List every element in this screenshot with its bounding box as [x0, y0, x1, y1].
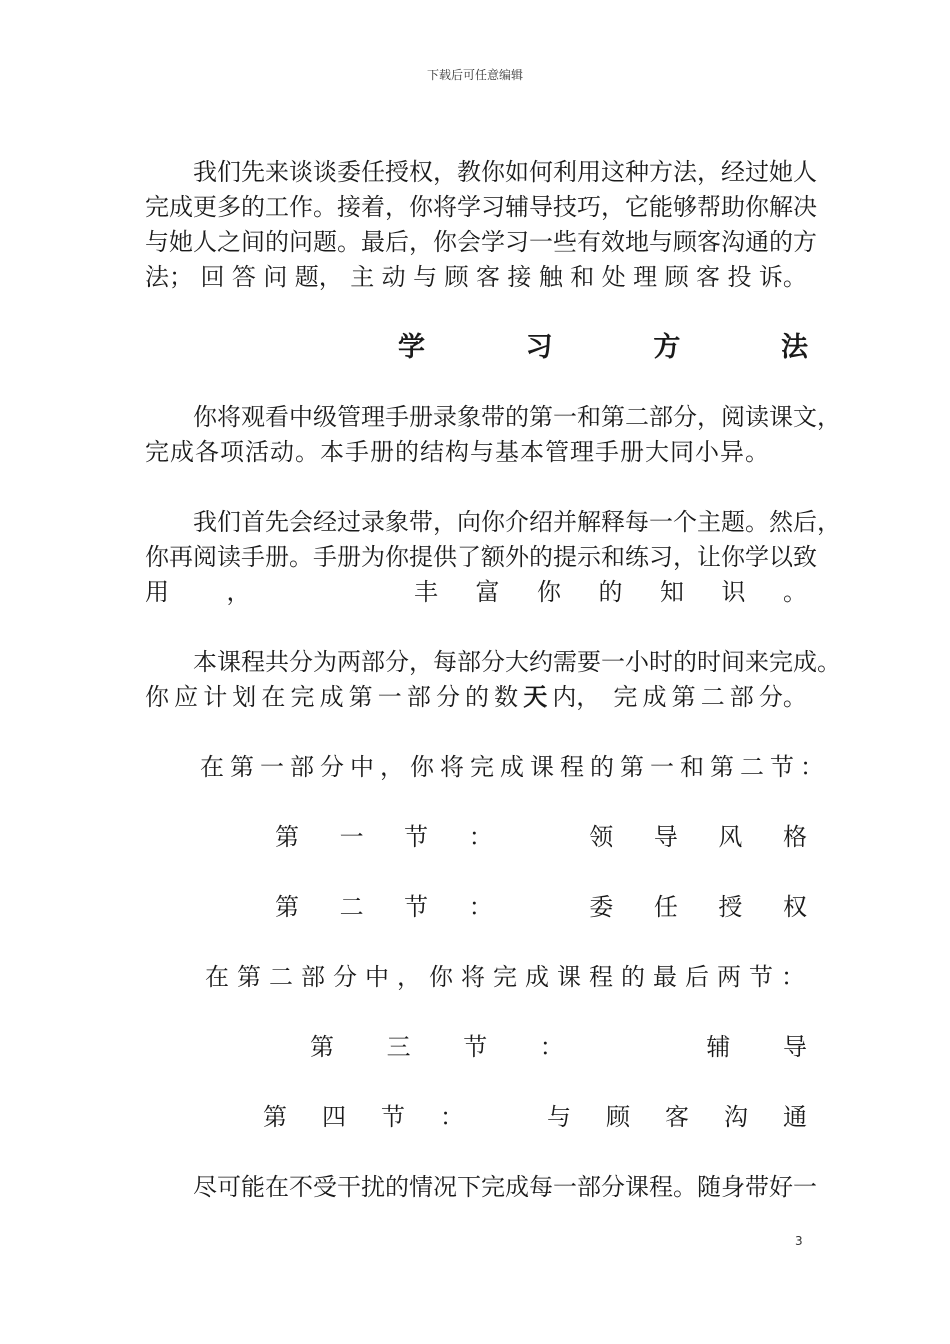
part1-section-1: 第 一 节 ： 领 导 风 格 [275, 823, 807, 851]
para2-line-2: 你再阅读手册。手册为你提供了额外的提示和练习，让你学以致 [145, 543, 817, 571]
para2-line-1: 我们首先会经过录象带，向你介绍并解释每一个主题。然后， [193, 508, 841, 536]
page-number: 3 [795, 1234, 803, 1248]
page-header: 下载后可任意编辑 [426, 68, 523, 82]
intro-line-3: 与她人之间的问题。最后，你会学习一些有效地与顾客沟通的方 [145, 228, 817, 256]
closing-line-1: 尽可能在不受干扰的情况下完成每一部分课程。随身带好一 [193, 1173, 817, 1201]
part2-section-3: 第 三 节 ： 辅 导 [310, 1033, 807, 1061]
part1-intro: 在第一部分中，你将完成课程的第一和第二节： [200, 753, 830, 781]
intro-line-1: 我们先来谈谈委任授权，教你如何利用这种方法，经过她人 [193, 158, 817, 186]
para3-line-2: 你 应 计 划 在 完 成 第 一 部 分 的 数 天 内， 完 成 第 二 部 分。 [145, 683, 807, 711]
para3-line-1: 本课程共分为两部分，每部分大约需要一小时的时间来完成。 [193, 648, 841, 676]
section-heading: 学 习 方 法 [398, 332, 808, 363]
intro-line-2: 完成更多的工作。接着，你将学习辅导技巧，它能够帮助你解决 [145, 193, 817, 221]
intro-line-4: 法； 回 答 问 题， 主 动 与 顾 客 接 触 和 处 理 顾 客 投 诉。 [145, 263, 807, 291]
para2-line-3: 用 ， 丰 富 你 的 知 识 。 [145, 578, 807, 606]
part1-section-2: 第 二 节 ： 委 任 授 权 [275, 893, 807, 921]
para1-line-2: 完成各项活动。本手册的结构与基本管理手册大同小异。 [145, 438, 770, 466]
para1-line-1: 你将观看中级管理手册录象带的第一和第二部分，阅读课文， [193, 403, 841, 431]
part2-section-4: 第 四 节 ： 与 顾 客 沟 通 [263, 1103, 807, 1131]
part2-intro: 在第二部分中，你将完成课程的最后两节： [205, 963, 813, 991]
